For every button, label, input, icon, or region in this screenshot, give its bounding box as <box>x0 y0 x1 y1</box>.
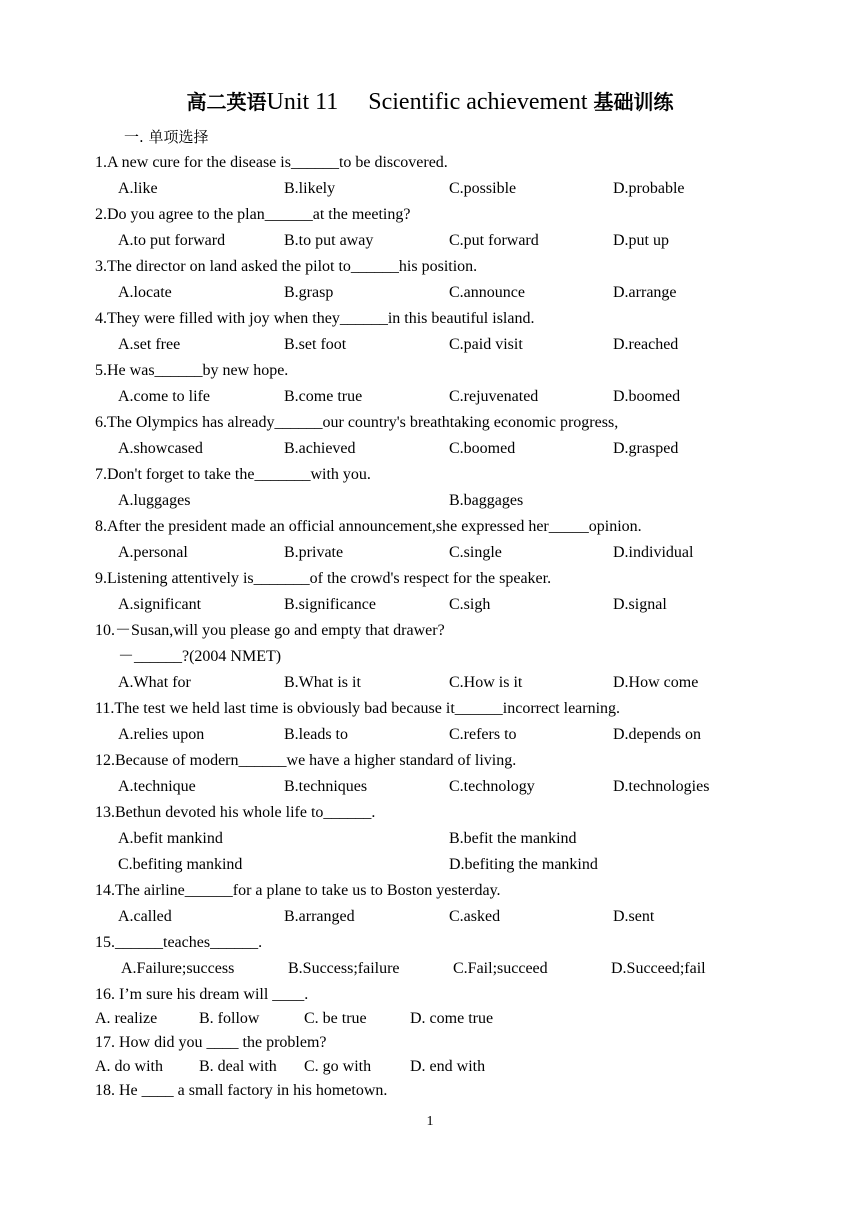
answer-option: A.relies upon <box>118 726 205 743</box>
answer-option: A.like <box>118 180 158 197</box>
answer-option: D.reached <box>613 336 679 353</box>
answer-option: C.Fail;succeed <box>453 960 548 977</box>
question-stem: 7.Don't forget to take the_______with you. <box>95 466 371 483</box>
question-stem: 4.They were filled with joy when they______in this beautiful island. <box>95 310 535 327</box>
question-stem: 14.The airline______for a plane to take us to Boston yesterday. <box>95 882 501 899</box>
page-number: 1 <box>426 1114 434 1129</box>
question-stem: 5.He was______by new hope. <box>95 362 289 379</box>
question-stem: 8.After the president made an official announcement,she expressed her_____opinion. <box>95 518 642 535</box>
question-stem: 16. I’m sure his dream will ____. <box>95 986 309 1003</box>
title-cn-suffix: 基础训练 <box>593 90 674 114</box>
answer-option: A.called <box>118 908 172 925</box>
question-stem: 9.Listening attentively is_______of the crowd's respect for the speaker. <box>95 570 552 587</box>
answer-option: B.techniques <box>284 778 368 795</box>
answer-option: B.What is it <box>284 674 361 691</box>
answer-option: A.locate <box>118 284 172 301</box>
answer-option: D.put up <box>613 232 669 249</box>
answer-option: B.likely <box>284 180 336 197</box>
answer-option: C.possible <box>449 180 517 197</box>
answer-option: B.baggages <box>449 492 524 509</box>
answer-option: B.come true <box>284 388 363 405</box>
answer-option: A.to put forward <box>118 232 226 249</box>
answer-option: A.set free <box>118 336 181 353</box>
answer-option: D.individual <box>613 544 694 561</box>
answer-option: D. come true <box>410 1010 494 1027</box>
answer-option: D.technologies <box>613 778 710 795</box>
question-stem: 12.Because of modern______we have a higher standard of living. <box>95 752 517 769</box>
answer-option: C.boomed <box>449 440 516 457</box>
answer-option: D.depends on <box>613 726 701 743</box>
question-stem: 13.Bethun devoted his whole life to______. <box>95 804 376 821</box>
answer-option: C.How is it <box>449 674 523 691</box>
answer-option: B.to put away <box>284 232 374 249</box>
answer-option: B.leads to <box>284 726 348 743</box>
section-heading: 一. 单项选择 <box>124 128 209 146</box>
question-stem: 1.A new cure for the disease is______to be discovered. <box>95 154 448 171</box>
answer-option: A.significant <box>118 596 202 613</box>
answer-option: A.technique <box>118 778 196 795</box>
answer-option: C.technology <box>449 778 535 795</box>
title-en: Unit 11 Scientific achievement <box>266 89 594 115</box>
answer-option: B.achieved <box>284 440 356 457</box>
answer-option: C.rejuvenated <box>449 388 539 405</box>
answer-option: B.grasp <box>284 284 334 301</box>
answer-option: B.set foot <box>284 336 347 353</box>
answer-option: D.grasped <box>613 440 679 457</box>
answer-option: D.signal <box>613 596 667 613</box>
answer-option: C.paid visit <box>449 336 523 353</box>
answer-option: D.arrange <box>613 284 677 301</box>
page-title <box>0 86 860 118</box>
answer-option: B. deal with <box>199 1058 277 1075</box>
question-stem: 18. He ____ a small factory in his hometown. <box>95 1082 388 1099</box>
answer-option: A. realize <box>95 1010 158 1027</box>
answer-option: B.private <box>284 544 344 561</box>
answer-option: C.announce <box>449 284 525 301</box>
answer-option: C.put forward <box>449 232 539 249</box>
answer-option: C.single <box>449 544 502 561</box>
answer-option: A.What for <box>118 674 191 691</box>
answer-option: A.personal <box>118 544 188 561</box>
answer-option: B. follow <box>199 1010 260 1027</box>
answer-option: C.asked <box>449 908 501 925</box>
question-stem-line2: －______?(2004 NMET) <box>118 648 282 665</box>
answer-option: A.Failure;success <box>121 960 235 977</box>
answer-option: A.luggages <box>118 492 191 509</box>
answer-option: C. be true <box>304 1010 367 1027</box>
answer-option: D.sent <box>613 908 655 925</box>
question-stem: 3.The director on land asked the pilot to______his position. <box>95 258 478 275</box>
answer-option: A.befit mankind <box>118 830 223 847</box>
answer-option: D.How come <box>613 674 699 691</box>
answer-option: D.boomed <box>613 388 681 405</box>
answer-option: B.Success;failure <box>288 960 400 977</box>
answer-option: C.refers to <box>449 726 517 743</box>
answer-option: D.probable <box>613 180 685 197</box>
answer-option: B.significance <box>284 596 376 613</box>
answer-option: D.befiting the mankind <box>449 856 598 873</box>
question-stem: 15.______teaches______. <box>95 934 263 951</box>
answer-option: A.showcased <box>118 440 203 457</box>
answer-option: C. go with <box>304 1058 372 1075</box>
answer-option: B.befit the mankind <box>449 830 577 847</box>
title-cn-prefix: 高二英语 <box>186 90 267 114</box>
answer-option: D. end with <box>410 1058 486 1075</box>
answer-option: D.Succeed;fail <box>611 960 706 977</box>
answer-option: C.befiting mankind <box>118 856 243 873</box>
question-stem: 11.The test we held last time is obviously bad because it______incorrect learning. <box>95 700 621 717</box>
question-stem: 10.－Susan,will you please go and empty that drawer? <box>95 622 445 639</box>
question-stem: 17. How did you ____ the problem? <box>95 1034 327 1051</box>
answer-option: A. do with <box>95 1058 163 1075</box>
question-stem: 6.The Olympics has already______our country's breathtaking economic progress, <box>95 414 619 431</box>
question-stem: 2.Do you agree to the plan______at the meeting? <box>95 206 411 223</box>
answer-option: A.come to life <box>118 388 210 405</box>
answer-option: C.sigh <box>449 596 491 613</box>
answer-option: B.arranged <box>284 908 355 925</box>
